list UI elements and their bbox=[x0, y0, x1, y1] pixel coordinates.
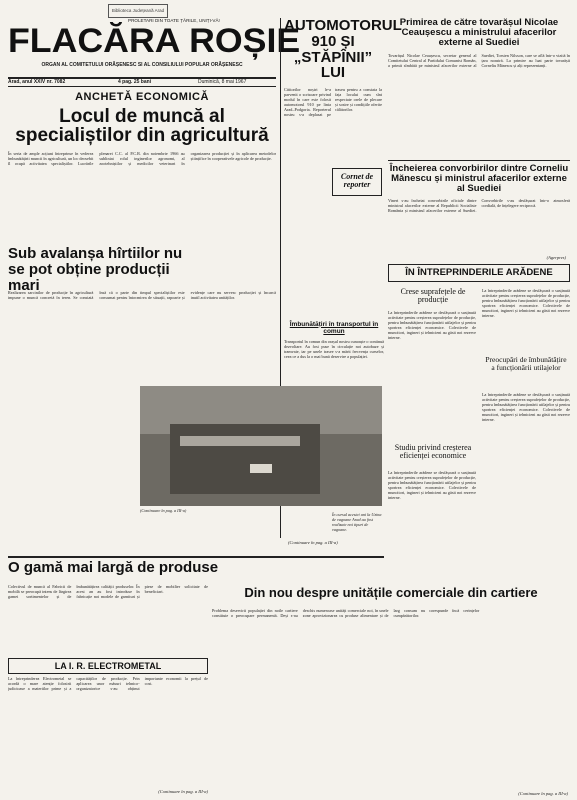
gama-continuation: (Continuare în pag. a III-a) bbox=[158, 789, 208, 794]
intreprinderi-body-right2: La întreprinderile arădene se desfășoară o susținută activitate pentru creșterea suprafețelor de producție, pentru îmbunătățirea funcționării utilajelor și pentru sporirea eficienței economice. Colectivele de muncitori, ingineri și tehnicieni au găsit noi rezerve interne. bbox=[482, 392, 570, 422]
convorbiri-title: Încheierea convorbirilor dintre Corneliu Mănescu și ministrul afacerilor externe al Suediei bbox=[389, 163, 569, 194]
article-gama bbox=[8, 559, 219, 796]
intreprinderi-banner-title: ÎN ÎNTREPRINDERILE ARĂDENE bbox=[405, 267, 553, 278]
masthead-pages-price: 4 pag. 25 bani bbox=[118, 79, 152, 85]
article-ancheta bbox=[8, 92, 276, 242]
transport-body: Transportul în comun din orașul nostru cunoaște o continuă dezvoltare. Au fost puse în circulație noi autobuze și tramvaie, iar pe unele trasee s-a mărit frecvența curselor, ceea ce a dus la o mai bună deservire a populației. bbox=[284, 338, 384, 359]
photo-bus-caption: (Continuare în pag. a III-a) bbox=[140, 508, 187, 513]
masthead-subtitle: ORGAN AL COMITETULUI ORĂȘENESC SI AL CONSILIULUI POPULAR ORĂȘENESC bbox=[41, 62, 243, 68]
article-primire bbox=[388, 18, 570, 158]
transport-title: Îmbunătățiri în transportul în comun bbox=[289, 321, 379, 335]
ancheta-kicker: ANCHETĂ ECONOMICĂ bbox=[75, 91, 209, 103]
intreprinderi-sub3: Studiu privind creșterea eficienței economice bbox=[394, 443, 472, 461]
photo-vagoane-caption: În cursul acestei ani la Uzina de vagoane Arad au fost realizate noi tipuri de vagoane. bbox=[332, 512, 382, 532]
automotor-title: AUTOMOTORUL 910 ȘI „STĂPÎNII” LUI bbox=[284, 17, 402, 82]
masthead-slogan: PROLETARI DIN TOATE ȚĂRILE, UNIȚI-VĂ! bbox=[128, 18, 220, 23]
photo-bus bbox=[140, 386, 382, 506]
gama-body: Colectivul de muncă al Fabricii de mobilă se preocupă intens de lărgirea gamei sortimentelor și de îmbunătățirea calității produselor. În acest an au fost introduse în fabricație noi modele de garnituri și piese de mobilier solicitate de beneficiari. bbox=[8, 584, 208, 599]
unitati-continuation: (Continuare în pag. a III-a) bbox=[518, 791, 568, 796]
intreprinderi-banner bbox=[388, 264, 570, 282]
convorbiri-body: Vineri s-au încheiat convorbirile oficiale dintre ministrul afacerilor externe al Republicii Socialiste România și ministrul afacerilor externe al Suediei. Convorbirile s-au desfășurat într-o atmosferă cordială, de înțelegere reciprocă. bbox=[388, 197, 570, 213]
unitati-body: Problema deservirii populației din noile cartiere constituie o preocupare permanentă. Deși s-au deschis numeroase unități comerciale noi, în unele zone aprovizionarea cu produse alimentare și de larg consum nu corespunde încă cerințelor cumpărătorilor. bbox=[212, 608, 480, 618]
masthead bbox=[8, 18, 301, 88]
article-unitati bbox=[212, 586, 570, 796]
primire-title: Primirea de către tovarășul Nicolae Ceaușescu a ministrului afacerilor externe al Suediei bbox=[399, 17, 559, 48]
cornet-box bbox=[332, 168, 382, 196]
masthead-issue: Arad, anul XXIV nr. 7082 bbox=[8, 79, 66, 85]
stamp-text: Biblioteca Județeană Arad bbox=[111, 8, 165, 13]
article-intreprinderi bbox=[388, 284, 570, 584]
avalansa-title: Sub avalanșa hîrtiilor nu se pot obține producții mari bbox=[8, 245, 183, 294]
library-stamp bbox=[108, 4, 168, 18]
article-transport bbox=[284, 322, 384, 382]
intreprinderi-body-left2: La întreprinderile arădene se desfășoară o susținută activitate pentru creșterea suprafețelor de producție, pentru îmbunătățirea funcționării utilajelor și pentru sporirea eficienței economice. Colectivele de muncitori, ingineri și tehnicieni au găsit noi rezerve interne. bbox=[388, 470, 476, 500]
primire-body: Tovarășul Nicolae Ceaușescu, secretar general al Comitetului Central al Partidului Comunist Român, a primit sîmbătă pe ministrul afacerilor externe al Suediei, Torsten Nilsson, care se află într-o vizită în țara noastră. La primire au luat parte tovarășii Corneliu Mănescu și alți reprezentanți. bbox=[388, 52, 570, 68]
transport-continuation: (Continuare în pag. a III-a) bbox=[288, 540, 338, 545]
automotor-body: Cititorilor noștri le-a parvenit o scrisoare privind modul în care este folosit automotorul 910 pe linia Arad–Podgoria. Reporterul nostru s-a deplasat pe traseu pentru a constata la fața locului cum sînt respectate orele de plecare și sosire și condițiile oferite călătorilor. bbox=[284, 87, 382, 117]
masthead-date: Duminică, 8 mai 1967 bbox=[198, 79, 247, 85]
electrometal-body: La întreprinderea Electrometal se acordă o mare atenție folosirii judicioase a materiilor prime și a capacităților de producție. Prin aplicarea unor măsuri tehnico-organizatorice s-au obținut importante economii la prețul de cost. bbox=[8, 676, 208, 691]
ancheta-title: Locul de muncă al specialiștilor din agricultură bbox=[15, 105, 269, 147]
electrometal-banner bbox=[8, 658, 208, 674]
unitati-title: Din nou despre unitățile comerciale din cartiere bbox=[244, 585, 538, 600]
photo-vagoane-caption-box bbox=[332, 512, 384, 552]
ancheta-body: În seria de ample acțiuni întreprinse în vederea îmbunătățirii muncii în agricultură, un loc deosebit îl ocupă activitatea specialiștilor. Lucrările plenarei C.C. al P.C.R. din noiembrie 1966 au subliniat rolul inginerilor agronomi, al zootehniștilor și medicilor veterinari în organizarea producției și în aplicarea metodelor științifice în cooperativele agricole de producție. bbox=[8, 151, 276, 167]
gama-title: O gamă mai largă de produse bbox=[8, 559, 219, 576]
intreprinderi-body-left: La întreprinderile arădene se desfășoară o susținută activitate pentru creșterea suprafețelor de producție, pentru îmbunătățirea funcționării utilajelor și pentru sporirea eficienței economice. Colectivele de muncitori, ingineri și tehnicieni au găsit noi rezerve interne. bbox=[388, 310, 476, 340]
intreprinderi-sub2: Preocupări de îmbunătățire a funcționării utilajelor bbox=[485, 355, 567, 372]
intreprinderi-sub1: Crese suprafețele de producție bbox=[400, 287, 466, 305]
convorbiri-agency: (Agerpres) bbox=[546, 255, 566, 260]
electrometal-title: LA I. R. ELECTROMETAL bbox=[54, 661, 162, 671]
cornet-title: Cornet de reporter bbox=[340, 172, 374, 190]
masthead-title: FLACĂRA ROȘIE bbox=[8, 22, 301, 60]
intreprinderi-body-right: La întreprinderile arădene se desfășoară o susținută activitate pentru creșterea suprafețelor de producție, pentru îmbunătățirea funcționării utilajelor și pentru sporirea eficienței economice. Colectivele de muncitori, ingineri și tehnicieni au găsit noi rezerve interne. bbox=[482, 288, 570, 318]
article-convorbiri bbox=[388, 164, 570, 260]
avalansa-body: Realizarea sarcinilor de producție în agricultură impune o muncă concretă în teren. Se constată însă că o parte din timpul specialiștilor este consumat pentru întocmirea de situații, rapoarte și evidențe care nu servesc producției și încarcă inutil activitatea unităților. bbox=[8, 290, 276, 300]
